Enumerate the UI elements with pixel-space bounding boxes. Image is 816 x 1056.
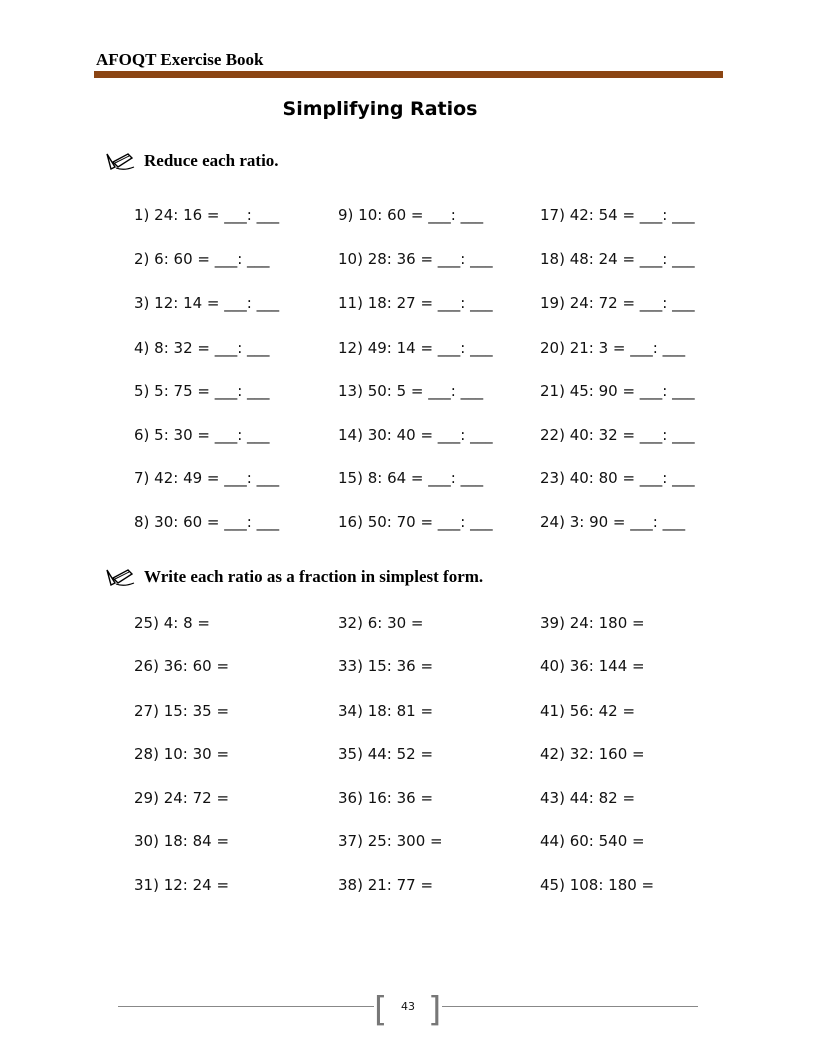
problem-item: 39) 24: 180 =	[540, 614, 645, 632]
page-number: 43	[401, 1000, 415, 1013]
problem-item: 28) 10: 30 =	[134, 745, 230, 763]
problem-item: 9) 10: 60 = ___: ___	[338, 206, 484, 224]
problem-item: 36) 16: 36 =	[338, 789, 434, 807]
section-heading-text: Write each ratio as a fraction in simplest form.	[144, 567, 484, 586]
problem-item: 32) 6: 30 =	[338, 614, 424, 632]
footer-rule-left	[118, 1006, 374, 1007]
problem-item: 25) 4: 8 =	[134, 614, 210, 632]
problem-item: 12) 49: 14 = ___: ___	[338, 339, 493, 357]
problem-item: 14) 30: 40 = ___: ___	[338, 426, 493, 444]
problem-item: 35) 44: 52 =	[338, 745, 434, 763]
problem-item: 34) 18: 81 =	[338, 702, 434, 720]
problem-item: 6) 5: 30 = ___: ___	[134, 426, 270, 444]
problem-item: 41) 56: 42 =	[540, 702, 636, 720]
problem-item: 33) 15: 36 =	[338, 657, 434, 675]
problem-item: 10) 28: 36 = ___: ___	[338, 250, 493, 268]
problem-item: 43) 44: 82 =	[540, 789, 636, 807]
problem-item: 2) 6: 60 = ___: ___	[134, 250, 270, 268]
problem-item: 42) 32: 160 =	[540, 745, 645, 763]
problem-item: 1) 24: 16 = ___: ___	[134, 206, 280, 224]
header-rule	[94, 71, 723, 78]
problem-item: 7) 42: 49 = ___: ___	[134, 469, 280, 487]
problem-item: 17) 42: 54 = ___: ___	[540, 206, 695, 224]
pencil-icon	[104, 566, 136, 588]
problem-item: 24) 3: 90 = ___: ___	[540, 513, 686, 531]
problem-item: 18) 48: 24 = ___: ___	[540, 250, 695, 268]
problem-item: 27) 15: 35 =	[134, 702, 230, 720]
problem-item: 20) 21: 3 = ___: ___	[540, 339, 686, 357]
problem-item: 5) 5: 75 = ___: ___	[134, 382, 270, 400]
right-bracket-icon: ]	[428, 990, 442, 1030]
section-heading-text: Reduce each ratio.	[144, 151, 279, 170]
page-title: Simplifying Ratios	[282, 98, 478, 120]
problem-item: 45) 108: 180 =	[540, 876, 655, 894]
problem-item: 40) 36: 144 =	[540, 657, 645, 675]
header-title: AFOQT Exercise Book	[96, 50, 264, 69]
problem-item: 30) 18: 84 =	[134, 832, 230, 850]
problem-item: 21) 45: 90 = ___: ___	[540, 382, 695, 400]
problem-item: 11) 18: 27 = ___: ___	[338, 294, 493, 312]
problem-item: 13) 50: 5 = ___: ___	[338, 382, 484, 400]
problem-item: 3) 12: 14 = ___: ___	[134, 294, 280, 312]
problem-item: 22) 40: 32 = ___: ___	[540, 426, 695, 444]
problem-item: 15) 8: 64 = ___: ___	[338, 469, 484, 487]
problem-item: 16) 50: 70 = ___: ___	[338, 513, 493, 531]
problem-item: 44) 60: 540 =	[540, 832, 645, 850]
section-heading-reduce	[104, 150, 279, 172]
problem-item: 26) 36: 60 =	[134, 657, 230, 675]
problem-item: 19) 24: 72 = ___: ___	[540, 294, 695, 312]
section-heading-fraction	[104, 566, 483, 588]
problem-item: 38) 21: 77 =	[338, 876, 434, 894]
left-bracket-icon: [	[374, 990, 388, 1030]
problem-item: 4) 8: 32 = ___: ___	[134, 339, 270, 357]
pencil-icon	[104, 150, 136, 172]
problem-item: 29) 24: 72 =	[134, 789, 230, 807]
problem-item: 31) 12: 24 =	[134, 876, 230, 894]
problem-item: 23) 40: 80 = ___: ___	[540, 469, 695, 487]
problem-item: 8) 30: 60 = ___: ___	[134, 513, 280, 531]
footer-rule-right	[442, 1006, 698, 1007]
problem-item: 37) 25: 300 =	[338, 832, 443, 850]
